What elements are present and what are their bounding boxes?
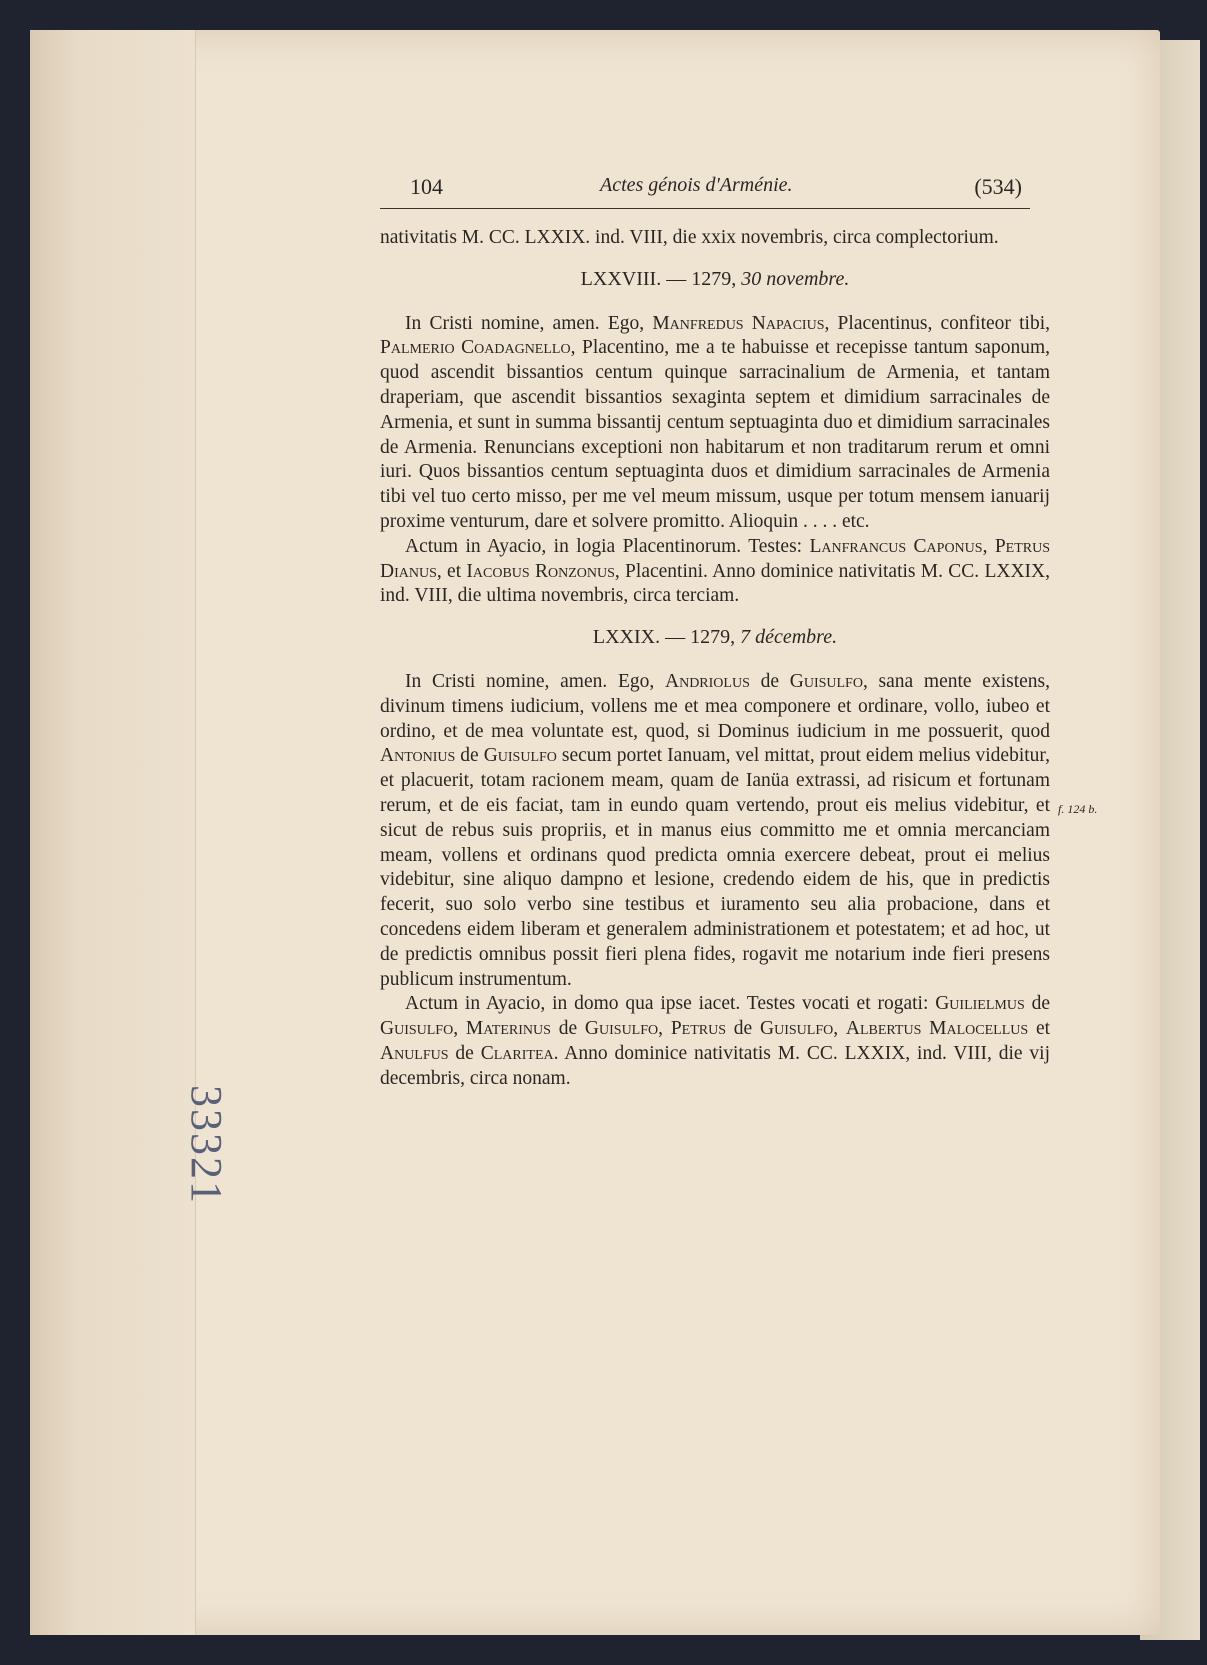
person-name: Guisulfo xyxy=(584,1018,659,1040)
paragraph: Actum in Ayacio, in logia Placentinorum. Testes: Lanfrancus Caponus, Petrus Dianus, et Iacobus Ronzonus, Placentini. Anno dominice nativitatis M. CC. LXXIX, ind. VIII, die ultima novembris, circa terciam. xyxy=(380,535,1050,607)
person-name: Palmerio Coadagnello xyxy=(380,337,571,359)
person-name: Guisulfo xyxy=(789,670,863,692)
person-name: Guilielmus xyxy=(935,993,1025,1015)
original-page-number: (534) xyxy=(974,174,1022,199)
heading-number: LXXVIII. — 1279, xyxy=(580,267,742,290)
inventory-stamp: 33321 xyxy=(182,1085,231,1205)
person-name: Materinus xyxy=(465,1018,551,1040)
document-heading xyxy=(380,267,1050,292)
page-number: 104 xyxy=(410,174,443,199)
person-name: Iacobus Ronzonus xyxy=(466,560,615,582)
heading-date: 30 novembre. xyxy=(741,267,850,290)
person-name: Petrus xyxy=(670,1018,726,1040)
person-name: Claritea xyxy=(480,1042,554,1064)
person-name: Anulfus xyxy=(380,1042,449,1064)
person-name: Albertus Malocellus xyxy=(845,1018,1029,1040)
paragraph: In Cristi nomine, amen. Ego, Andriolus de Guisulfo, sana mente existens, divinum timens iudicium, vollens me et mea componere et ordinare, vollo, iubeo et ordino, et de mea voluntate est, quod, si Dominus iudicium in me possuerit, quod Antonius de Guisulfo secum portet Ianuam, vel mittat, prout eidem melius videbitur, et placuerit, totam racionem meam, quam de Ianüa extrassi, ad risicum et fortunam rerum, et de eis faciat, tam in eundo quam vertendo, prout eis melius videbitur, et sicut de rebus suis propriis, et in manus eius committo me et omnia mercanciam meam, vollens et ordinans quod predicta omnia exercere debeat, prout ei melius videbitur, sine aliquo dampno et lesione, credendo eidem de his, que in predictis fecerit, suo solo verbo sine testibus et iuramento seu alia probacione, dans et concedens eidem liberam et generalem administrationem et potestatem; et ad hoc, ut de predictis omnibus possit fieri plena fides, rogavit me notarium inde fieri presens publicum instrumentum. xyxy=(380,670,1051,990)
person-name: Guisulfo xyxy=(483,745,557,767)
paragraph: nativitatis M. CC. LXXIX. ind. VIII, die xxix novembris, circa complectorium. xyxy=(380,227,999,248)
running-header xyxy=(380,168,1030,209)
person-name: Guisulfo xyxy=(380,1018,454,1040)
person-name: Manfredus Napacius xyxy=(652,312,825,334)
person-name: Guisulfo xyxy=(760,1018,834,1040)
heading-date: 7 décembre. xyxy=(740,626,838,649)
paragraph: In Cristi nomine, amen. Ego, Manfredus Napacius, Placentinus, confiteor tibi, Palmerio Coadagnello, Placentino, me a te habuisse et recepisse tantum saponum, quod ascendit bissantios centum quinque sarracinalium de Armenia, et tantam draperiam, que ascendit bissantios sexaginta septem et dimidium sarracinales de Armenia, et sunt in summa bissantij centum septuaginta duo et dimidium sarracinales de Armenia. Renuncians exceptioni non habitarum et non traditarum rerum et omni iuri. Quos bissantios centum septuaginta duos et dimidium sarracinales de Armenia tibi vel tuo certo misso, per me vel meum missum, usque per totum mensem ianuarij proxime venturum, dare et solvere promitto. Alioquin . . . . etc. xyxy=(380,312,1050,532)
running-title: Actes génois d'Arménie. xyxy=(600,174,793,196)
person-name: Lanfrancus Caponus xyxy=(809,535,983,557)
person-name: Antonius xyxy=(380,745,456,767)
main-text xyxy=(380,226,1050,1092)
paragraph: Actum in Ayacio, in domo qua ipse iacet. Testes vocati et rogati: Guilielmus de Guisulfo, Materinus de Guisulfo, Petrus de Guisulfo, Albertus Malocellus et Anulfus de Claritea. Anno dominice nativitatis M. CC. LXXIX, ind. VIII, die vij decembris, circa nonam. xyxy=(380,993,1051,1089)
page-gutter xyxy=(30,30,196,1635)
heading-number: LXXIX. — 1279, xyxy=(592,626,741,649)
document-heading xyxy=(380,625,1050,650)
person-name: Andriolus xyxy=(665,670,750,692)
person-name: Petrus Dianus xyxy=(380,535,1050,582)
folio-margin-note: f. 124 b. xyxy=(1058,802,1098,816)
